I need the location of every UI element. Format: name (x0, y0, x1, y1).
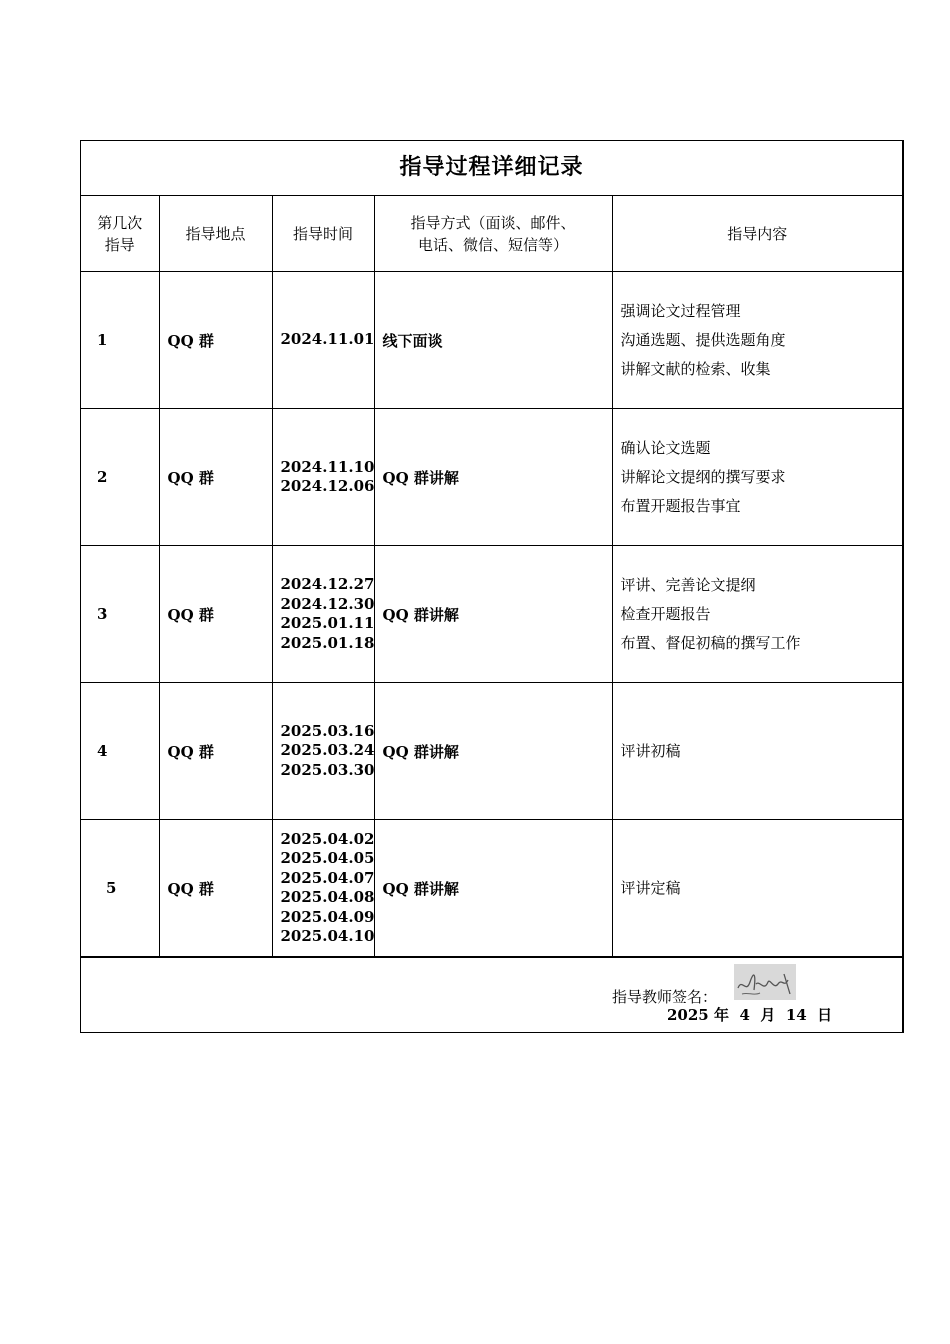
row-content-line: 讲解论文提纲的撰写要求 (620, 467, 786, 486)
row-content-line: 评讲定稿 (620, 878, 681, 897)
header-num-line2: 指导 (104, 235, 135, 254)
row-dates (272, 546, 374, 683)
sign-day-unit: 日 (817, 1006, 833, 1024)
row-date: 2025.04.08 (280, 888, 375, 906)
row-date: 2025.04.10 (280, 927, 375, 945)
row-number: 5 (81, 820, 159, 957)
row-content (612, 409, 902, 546)
table-row (81, 683, 902, 820)
sign-date (667, 1004, 832, 1025)
header-method-line1: 指导方式（面谈、邮件、 (410, 213, 576, 232)
row-location: QQ 群 (159, 683, 272, 820)
row-method: QQ 群讲解 (374, 820, 612, 957)
sign-year: 2025 (667, 1006, 709, 1024)
row-date: 2024.12.06 (280, 477, 375, 495)
row-number: 2 (81, 409, 159, 546)
row-location: QQ 群 (159, 272, 272, 409)
guidance-table (81, 196, 902, 957)
row-content-line: 强调论文过程管理 (620, 301, 741, 320)
sign-day: 14 (785, 1006, 807, 1024)
header-method-line2: 电话、微信、短信等） (417, 235, 568, 254)
row-date: 2025.04.07 (280, 868, 375, 887)
row-content-line: 评讲、完善论文提纲 (620, 575, 756, 594)
row-method: QQ 群讲解 (374, 683, 612, 820)
row-content-line: 检查开题报告 (620, 604, 711, 623)
row-date: 2025.04.05 (280, 849, 375, 867)
row-content (612, 272, 902, 409)
row-dates (272, 820, 374, 957)
row-date: 2025.01.18 (280, 633, 375, 652)
form-title: 指导过程详细记录 (81, 141, 902, 196)
header-location: 指导地点 (159, 196, 272, 272)
row-date: 2025.04.02 (280, 829, 375, 848)
row-location: QQ 群 (159, 409, 272, 546)
table-row (81, 546, 902, 683)
sign-year-unit: 年 (713, 1006, 729, 1024)
row-date: 2024.11.01 (280, 330, 375, 349)
row-date: 2025.01.11 (280, 614, 375, 632)
header-method (374, 196, 612, 272)
row-content (612, 546, 902, 683)
row-content-line: 布置开题报告事宜 (620, 496, 741, 515)
row-dates (272, 409, 374, 546)
table-row (81, 820, 902, 957)
header-content: 指导内容 (612, 196, 902, 272)
row-number: 4 (81, 683, 159, 820)
row-method: QQ 群讲解 (374, 546, 612, 683)
guidance-record-form (80, 140, 904, 1033)
row-date: 2025.03.30 (280, 760, 375, 779)
row-number: 3 (81, 546, 159, 683)
row-dates (272, 272, 374, 409)
row-date: 2024.12.30 (280, 594, 375, 613)
row-content (612, 683, 902, 820)
row-method: QQ 群讲解 (374, 409, 612, 546)
table-header-row (81, 196, 902, 272)
table-row (81, 272, 902, 409)
row-location: QQ 群 (159, 820, 272, 957)
header-num-line1: 第几次 (97, 213, 143, 232)
row-content-line: 确认论文选题 (620, 438, 711, 457)
row-number: 1 (81, 272, 159, 409)
signature-label: 指导教师签名： (612, 988, 718, 1006)
row-content-line: 沟通选题、提供选题角度 (620, 330, 786, 349)
row-date: 2025.03.16 (280, 721, 375, 740)
table-row (81, 409, 902, 546)
signature-area (81, 957, 902, 1032)
sign-month-unit: 月 (760, 1006, 776, 1024)
row-date: 2025.04.09 (280, 907, 375, 926)
row-content (612, 820, 902, 957)
signature-image (734, 964, 796, 1000)
sign-month: 4 (739, 1006, 750, 1024)
row-location: QQ 群 (159, 546, 272, 683)
row-method: 线下面谈 (374, 272, 612, 409)
row-date: 2025.03.24 (280, 741, 375, 760)
row-date: 2024.12.27 (280, 575, 375, 593)
row-content-line: 布置、督促初稿的撰写工作 (620, 633, 801, 652)
row-content-line: 讲解文献的检索、收集 (620, 359, 771, 378)
header-num (81, 196, 159, 272)
row-dates (272, 683, 374, 820)
header-time: 指导时间 (272, 196, 374, 272)
row-date: 2024.11.10 (280, 457, 375, 476)
row-content-line: 评讲初稿 (620, 741, 681, 760)
